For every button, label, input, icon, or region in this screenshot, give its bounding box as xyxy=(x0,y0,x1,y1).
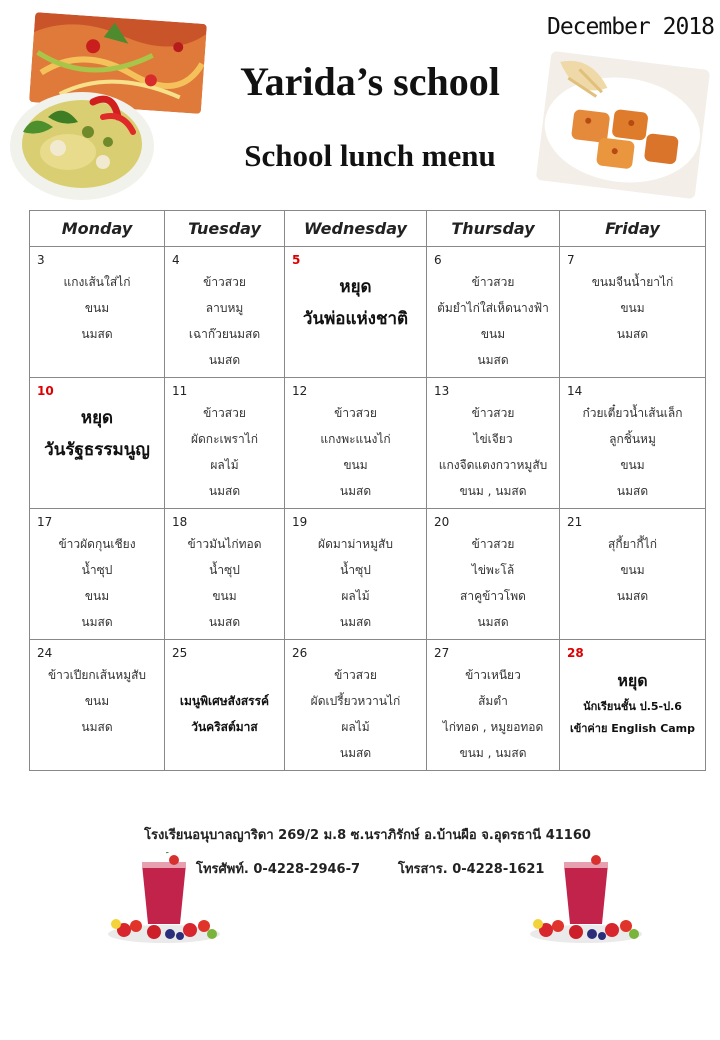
menu-item: ขนม xyxy=(84,589,110,603)
menu-item: ขนม xyxy=(620,563,645,577)
menu-item: ผลไม้ xyxy=(341,720,370,734)
day-cell xyxy=(427,378,560,509)
menu-item: สาคูข้าวโพด xyxy=(460,589,526,603)
menu-items xyxy=(30,269,164,347)
menu-item: ข้าวสวย xyxy=(334,406,377,420)
menu-item: ส้มตำ xyxy=(478,694,508,708)
menu-item: ขนม , นมสด xyxy=(459,484,527,498)
menu-item: แกงพะแนงไก่ xyxy=(320,432,391,446)
menu-item: นมสด xyxy=(81,615,113,629)
menu-item: ข้าวสวย xyxy=(471,537,515,551)
date-number: 12 xyxy=(292,384,308,398)
menu-item: ข้าวผัดกุนเชียง xyxy=(58,537,136,551)
day-cell xyxy=(285,378,427,509)
day-header: Wednesday xyxy=(285,211,427,247)
menu-item: ข้าวสวย xyxy=(471,275,515,289)
menu-item: นมสด xyxy=(81,327,113,341)
week-row xyxy=(30,378,706,509)
day-cell xyxy=(427,640,560,771)
date-number: 13 xyxy=(434,384,450,398)
menu-item: ผลไม้ xyxy=(210,458,239,472)
menu-item: ไข่พะโล้ xyxy=(471,563,515,577)
day-cell xyxy=(165,640,285,771)
date-number: 17 xyxy=(37,515,53,529)
day-cell xyxy=(285,640,427,771)
menu-item: ข้าวสวย xyxy=(471,406,515,420)
date-number: 4 xyxy=(172,253,180,267)
phone-number: โทรศัพท์. 0-4228-2946-7 xyxy=(196,862,361,877)
menu-item: ลูกชิ้นหมู xyxy=(609,432,656,446)
date-number: 7 xyxy=(567,253,575,267)
school-address: โรงเรียนอนุบาลญาริดา 269/2 ม.8 ซ.นราภิรักษ์ อ.บ้านผือ จ.อุดรธานี 41160 xyxy=(144,828,591,843)
day-cell xyxy=(165,247,285,378)
holiday-detail: วันพ่อแห่งชาติ xyxy=(302,309,409,329)
menu-items xyxy=(30,531,164,635)
holiday-label: หยุด xyxy=(339,277,372,297)
date-number: 25 xyxy=(172,646,188,660)
holiday-detail: นักเรียนชั้น ป.5-ป.6 xyxy=(583,700,682,713)
menu-item: ลาบหมู xyxy=(205,301,244,315)
day-header: Monday xyxy=(30,211,165,247)
menu-item: ขนม xyxy=(212,589,237,603)
special-menu-note xyxy=(165,688,284,740)
holiday-label: หยุด xyxy=(617,671,648,690)
menu-item: นมสด xyxy=(339,615,372,629)
menu-item: นมสด xyxy=(477,353,509,367)
menu-items xyxy=(560,531,705,609)
menu-items xyxy=(560,269,705,347)
menu-items xyxy=(427,662,559,766)
menu-item: นมสด xyxy=(339,484,372,498)
menu-item: ขนม xyxy=(620,301,645,315)
menu-item: ก๋วยเตี๋ยวน้ำเส้นเล็ก xyxy=(582,406,683,420)
day-cell xyxy=(30,509,165,640)
menu-item: ข้าวสวย xyxy=(203,406,246,420)
menu-items xyxy=(427,269,559,373)
date-number: 21 xyxy=(567,515,583,529)
menu-item: ข้าวเหนียว xyxy=(465,668,521,682)
menu-item: น้ำซุป xyxy=(340,563,371,577)
menu-item: ขนม xyxy=(343,458,368,472)
date-number: 3 xyxy=(37,253,45,267)
day-cell xyxy=(165,509,285,640)
menu-items xyxy=(285,400,426,504)
date-number: 28 xyxy=(567,646,584,660)
menu-items xyxy=(560,400,705,504)
menu-item: นมสด xyxy=(616,484,649,498)
date-number: 27 xyxy=(434,646,450,660)
fax-number: โทรสาร. 0-4228-1621 xyxy=(398,862,545,877)
date-number: 24 xyxy=(37,646,53,660)
menu-item: ขนมจีนน้ำยาไก่ xyxy=(591,275,674,289)
menu-item: ไข่เจียว xyxy=(473,432,513,446)
date-number: 6 xyxy=(434,253,442,267)
day-cell xyxy=(285,509,427,640)
day-cell xyxy=(427,247,560,378)
menu-title: School lunch menu xyxy=(244,138,496,173)
day-cell xyxy=(30,247,165,378)
lunch-calendar xyxy=(29,210,706,771)
menu-item: น้ำซุป xyxy=(81,563,113,577)
menu-items xyxy=(285,662,426,766)
menu-items xyxy=(165,400,284,504)
menu-item: ข้าวสวย xyxy=(203,275,246,289)
menu-item: น้ำซุป xyxy=(209,563,240,577)
holiday-label: หยุด xyxy=(80,408,114,428)
day-cell xyxy=(560,640,706,771)
day-cell xyxy=(560,378,706,509)
menu-item: นมสด xyxy=(339,746,372,760)
menu-item: นมสด xyxy=(81,720,113,734)
menu-item: ขนม xyxy=(84,301,110,315)
day-cell xyxy=(560,509,706,640)
date-number: 20 xyxy=(434,515,450,529)
menu-items xyxy=(427,400,559,504)
menu-item: นมสด xyxy=(208,353,241,367)
day-cell xyxy=(285,247,427,378)
day-cell xyxy=(30,640,165,771)
menu-item: นมสด xyxy=(477,615,509,629)
day-header: Friday xyxy=(560,211,706,247)
day-cell xyxy=(165,378,285,509)
month-label: December 2018 xyxy=(546,14,714,40)
menu-item: ขนม xyxy=(620,458,645,472)
day-header: Tuesday xyxy=(165,211,285,247)
special-menu-line: วันคริสต์มาส xyxy=(191,720,258,734)
menu-item: ผลไม้ xyxy=(341,589,370,603)
menu-item: ไก่ทอด , หมูยอทอด xyxy=(442,720,544,734)
menu-item: ข้าวมันไก่ทอด xyxy=(187,537,262,551)
day-cell xyxy=(30,378,165,509)
menu-item: นมสด xyxy=(616,589,649,603)
holiday-note xyxy=(30,402,164,466)
menu-item: ขนม , นมสด xyxy=(459,746,527,760)
menu-item: ต้มยำไก่ใส่เห็ดนางฟ้า xyxy=(437,301,549,315)
menu-item: แกงจืดแตงกวาหมูสับ xyxy=(438,458,548,472)
menu-item: ผัดมาม่าหมูสับ xyxy=(318,537,393,551)
menu-item: เฉาก๊วยนมสด xyxy=(188,327,261,341)
holiday-detail: วันรัฐธรรมนูญ xyxy=(44,440,150,460)
week-row xyxy=(30,640,706,771)
menu-item: แกงเส้นใส่ไก่ xyxy=(63,275,131,289)
special-menu-line: เมนูพิเศษสังสรรค์ xyxy=(179,694,270,708)
menu-item: ข้าวสวย xyxy=(334,668,377,682)
day-cell xyxy=(427,509,560,640)
menu-items xyxy=(165,269,284,373)
menu-item: นมสด xyxy=(208,484,241,498)
menu-items xyxy=(165,531,284,635)
menu-items xyxy=(427,531,559,635)
weekday-header-row xyxy=(30,211,706,247)
menu-items xyxy=(30,662,164,740)
date-number: 18 xyxy=(172,515,188,529)
date-number: 11 xyxy=(172,384,188,398)
week-row xyxy=(30,247,706,378)
menu-item: ผัดกะเพราไก่ xyxy=(190,432,259,446)
holiday-detail: เข้าค่าย English Camp xyxy=(569,722,696,735)
school-name: Yarida’s school xyxy=(240,59,500,104)
date-number: 14 xyxy=(567,384,583,398)
day-header: Thursday xyxy=(427,211,560,247)
holiday-note xyxy=(560,666,705,740)
menu-item: ขนม xyxy=(84,694,110,708)
date-number: 10 xyxy=(37,384,54,398)
menu-item: สุกี้ยากี้ไก่ xyxy=(608,537,657,551)
date-number: 26 xyxy=(292,646,308,660)
menu-item: นมสด xyxy=(616,327,649,341)
menu-item: ผัดเปรี้ยวหวานไก่ xyxy=(310,694,401,708)
holiday-note xyxy=(285,271,426,335)
menu-item: ขนม xyxy=(480,327,506,341)
menu-item: ข้าวเปียกเส้นหมูสับ xyxy=(47,668,147,682)
menu-item: นมสด xyxy=(208,615,241,629)
day-cell xyxy=(560,247,706,378)
menu-items xyxy=(285,531,426,635)
date-number: 5 xyxy=(292,253,301,267)
week-row xyxy=(30,509,706,640)
date-number: 19 xyxy=(292,515,308,529)
